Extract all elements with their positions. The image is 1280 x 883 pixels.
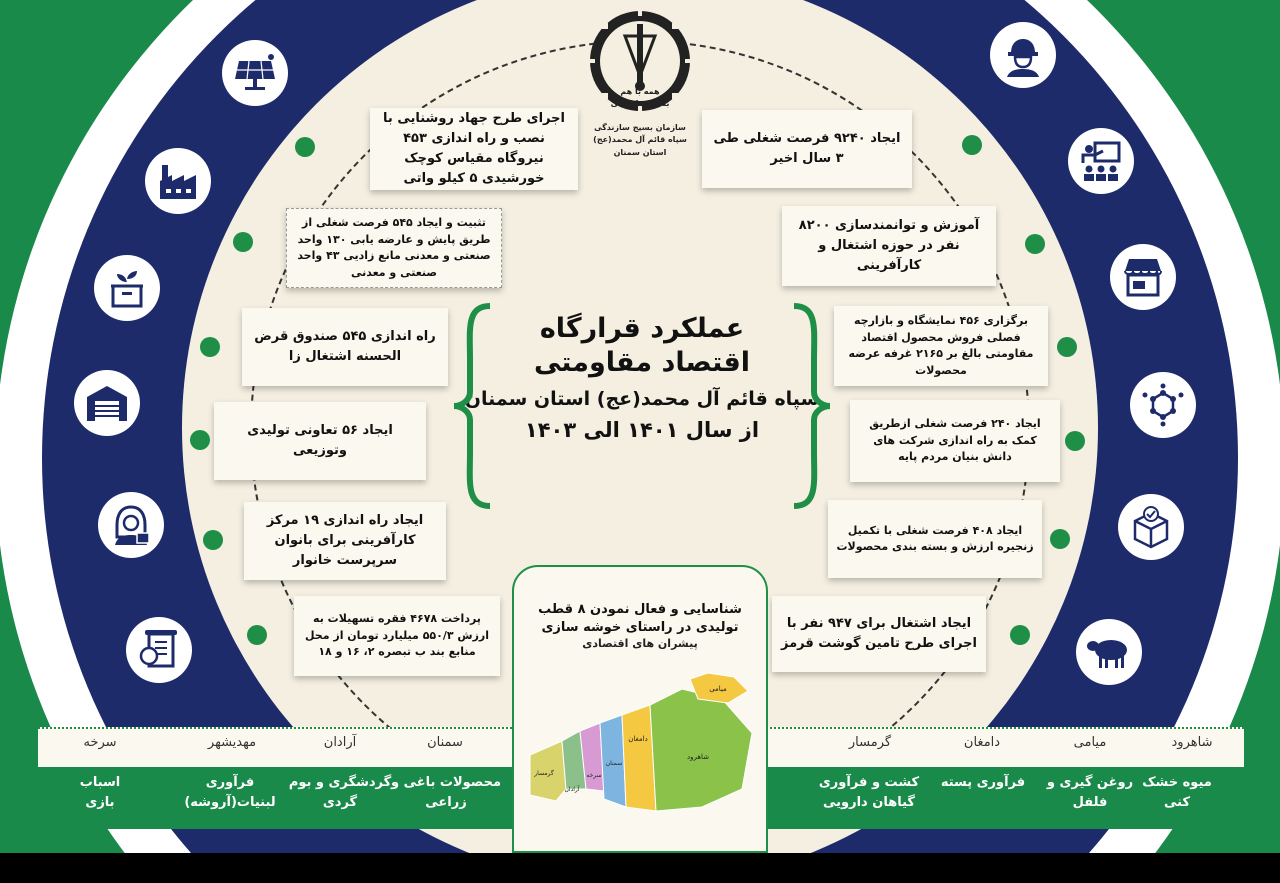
sheep-icon [1076, 619, 1142, 685]
city-product: روغن گیری و فلفل [1046, 775, 1134, 811]
right-item-1: ایجاد ۹۲۴۰ فرصت شغلی طی ۳ سال اخیر [702, 110, 912, 188]
left-item-4: ایجاد ۵۶ تعاونی تولیدی وتوزیعی [214, 402, 426, 480]
woman-worker-icon [98, 492, 164, 558]
city-name: شاهرود [1171, 735, 1213, 750]
box-sprout-icon [94, 255, 160, 321]
province-map [522, 669, 758, 829]
logo-line-1: سازمان بسیج سازندگی [594, 123, 686, 132]
timeline-dot [1025, 234, 1045, 254]
timeline-dot [200, 337, 220, 357]
right-item-2: آموزش و توانمندسازی ۸۲۰۰ نفر در حوزه اشتغال و کارآفرینی [782, 206, 996, 286]
shop-icon [1110, 244, 1176, 310]
city-product: کشت و فرآوری گیاهان دارویی [818, 775, 920, 811]
title-line-1: عملکرد قرارگاه [539, 313, 745, 344]
worker-helmet-icon [990, 22, 1056, 88]
package-check-icon [1118, 494, 1184, 560]
logo-motto: همه با هم [620, 87, 660, 96]
city-product: محصولات باغی و زراعی [390, 775, 502, 811]
timeline-dot [247, 625, 267, 645]
left-item-1: اجرای طرح جهاد روشنایی با نصب و راه اندازی ۴۵۳ نیروگاه مقیاس کوچک خورشیدی ۵ کیلو واتی [370, 108, 578, 190]
city-product: میوه خشک کنی [1142, 775, 1212, 811]
factory-icon [145, 148, 211, 214]
city-name: سمنان [427, 735, 463, 750]
city-product: فرآوری پسته [940, 775, 1026, 790]
timeline-dot [233, 232, 253, 252]
city-product: گردشگری و بوم گردی [288, 775, 392, 811]
map-card [512, 565, 768, 853]
right-item-4: ایجاد ۲۴۰ فرصت شغلی ازطریق کمک به راه اندازی شرکت های دانش بنیان مردم پایه [850, 400, 1060, 482]
map-label: دامغان [628, 735, 648, 743]
warehouse-icon [74, 370, 140, 436]
left-item-3: راه اندازی ۵۴۵ صندوق قرض الحسنه اشتغال زا [242, 308, 448, 386]
map-subheading: پیشران های اقتصادی [582, 637, 698, 651]
left-item-5: ایجاد راه اندازی ۱۹ مرکز کارآفرینی برای بانوان سرپرست خانوار [244, 502, 446, 580]
left-brace-icon [450, 300, 496, 512]
map-label: شاهرود [686, 753, 710, 761]
letterbox-bar [0, 853, 1280, 883]
city-name: مهدیشهر [207, 735, 257, 750]
title-line-4: از سال ۱۴۰۱ الی ۱۴۰۳ [524, 417, 760, 442]
right-item-5: ایجاد ۴۰۸ فرصت شغلی با تکمیل زنجیره ارزش و بسته بندی محصولات [828, 500, 1042, 578]
main-title-panel [458, 300, 826, 512]
title-line-3: سپاه قائم آل محمد(عج) استان سمنان [464, 387, 820, 410]
timeline-dot [190, 430, 210, 450]
right-item-6: ایجاد اشتغال برای ۹۴۷ نفر با اجرای طرح تامین گوشت قرمز [772, 596, 986, 672]
timeline-dot [1065, 431, 1085, 451]
timeline-dot [1050, 529, 1070, 549]
city-product: اسباب بازی [79, 775, 121, 811]
logo [580, 6, 700, 176]
city-product: فرآوری لبنیات(آروشه) [184, 775, 276, 811]
map-label: سرخه [586, 772, 602, 779]
timeline-dot [203, 530, 223, 550]
map-label: میامی [709, 685, 727, 693]
map-heading: شناسایی و فعال نمودن ۸ قطب تولیدی در راستای خوشه سازی [538, 602, 742, 636]
logo-line-3: استان سمنان [613, 147, 667, 157]
right-brace-icon [788, 300, 834, 512]
training-icon [1068, 128, 1134, 194]
map-label: آرادان [564, 786, 580, 793]
left-item-6: پرداخت ۴۶۷۸ فقره تسهیلات به ارزش ۵۵۰/۳ میلیارد تومان از محل منابع بند ب تبصره ۲، ۱۶ و ۱۸ [294, 596, 500, 676]
timeline-dot [962, 135, 982, 155]
logo-line-2: سپاه قائم آل محمد(عج) [593, 135, 687, 145]
city-name: گرمسار [848, 735, 892, 750]
title-line-2: اقتصاد مقاومتی [533, 346, 751, 378]
right-item-3: برگزاری ۴۵۶ نمایشگاه و بازارچه فصلی فروش محصول اقتصاد مقاومتی بالغ بر ۲۱۶۵ غرفه عرضه محصولات [834, 306, 1048, 386]
molecule-icon [1130, 372, 1196, 438]
map-label: گرمسار [534, 770, 554, 777]
document-icon [126, 617, 192, 683]
timeline-dot [1010, 625, 1030, 645]
timeline-dot [295, 137, 315, 157]
city-name: آرادان [323, 735, 357, 750]
left-item-2: تثبیت و ایجاد ۵۴۵ فرصت شغلی از طریق پایش و عارضه یابی ۱۳۰ واحد صنعتی و معدنی مانع زادیی ۴۳ واحد صنعتی و معدنی [286, 208, 502, 288]
timeline-dot [1057, 337, 1077, 357]
logo-ring-text: بسیج سازندگی [610, 99, 670, 108]
city-name: دامغان [963, 735, 1001, 750]
solar-panel-icon [222, 40, 288, 106]
city-name: میامی [1073, 735, 1107, 750]
city-name: سرخه [83, 735, 117, 750]
map-label: سمنان [605, 760, 623, 767]
